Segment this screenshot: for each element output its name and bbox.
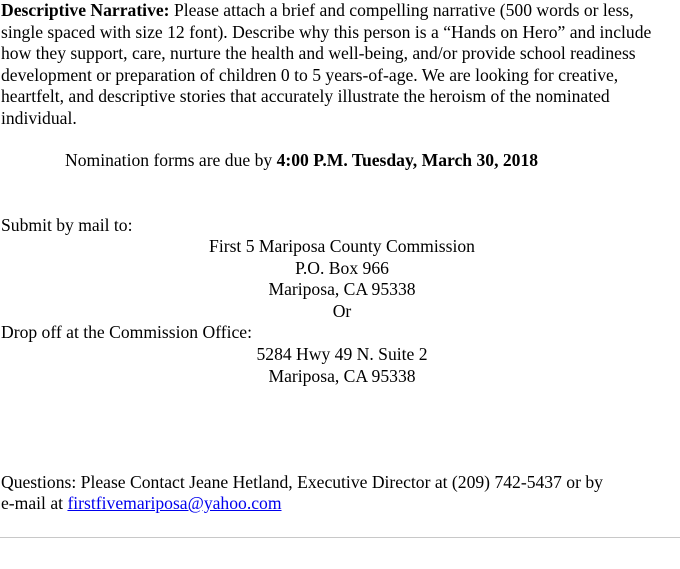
mail-address-line-1: First 5 Mariposa County Commission [209,236,475,256]
narrative-paragraph [1,0,677,129]
dropoff-label: Drop off at the Commission Office: [1,322,253,342]
email-line [1,493,282,515]
or-separator: Or [332,301,352,321]
deadline-line [65,150,538,172]
mail-address-line-3: Mariposa, CA 95338 [268,279,416,299]
email-prefix: e-mail at [1,493,68,513]
narrative-body: Please attach a brief and compelling narrative (500 words or less, single spaced with size 12 font). Describe why this person is a “Hands on Hero” and include how they support, care, nurture the health and well-being, and/or provide school readiness development or preparation of children 0 to 5 years-of-age. We are looking for creative, heartfelt, and descriptive stories that accurately illustrate the heroism of the nominated individual. [1,0,652,128]
mail-label: Submit by mail to: [1,215,133,235]
email-link[interactable]: firstfivemariposa@yahoo.com [67,493,282,513]
narrative-heading: Descriptive Narrative: [1,0,170,20]
questions-line: Questions: Please Contact Jeane Hetland, Executive Director at (209) 742-5437 or by [1,472,603,492]
deadline-prefix: Nomination forms are due by [65,150,277,170]
dropoff-address-line-1: 5284 Hwy 49 N. Suite 2 [256,344,428,364]
deadline-date: 4:00 P.M. Tuesday, March 30, 2018 [276,150,539,170]
mail-address-line-2: P.O. Box 966 [295,258,389,278]
horizontal-divider [0,537,680,538]
dropoff-address-line-2: Mariposa, CA 95338 [268,366,416,386]
